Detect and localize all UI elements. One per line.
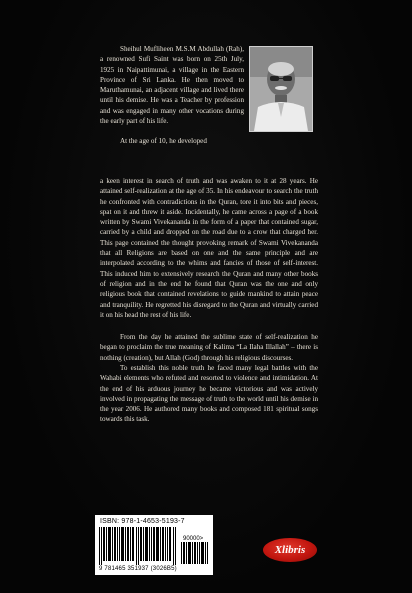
bio-paragraph-4: To establish this noble truth he faced many legal battles with the Wahabi elements who refuted and resorted to violence and intimidation. At the end of his arduous journey he became victorious and was actively involved in propagating the message of truth to the world until his demise in the year 2006. He authored many books and composed 181 spiritual songs towards this task. — [100, 364, 318, 424]
author-photo — [249, 46, 313, 132]
price-barcode-bars — [181, 542, 209, 564]
price-code: 90000> — [183, 536, 204, 542]
isbn-label: ISBN: 978-1-4653-5193-7 — [100, 518, 185, 525]
isbn-barcode — [95, 515, 213, 575]
barcode-bars — [99, 527, 179, 565]
bio-paragraph-2 — [100, 136, 318, 146]
bio-paragraph-3: From the day he attained the sublime state of self-realization he began to proclaim the true meaning of Kalima “La Ilaha Illallah” – there is nothing (creation), but Allah (God) through his religious discourses. — [100, 333, 318, 362]
bio-paragraph-2-start: At the age of 10, he developed — [120, 137, 207, 145]
xlibris-logo-text: Xlibris — [274, 544, 306, 556]
barcode-digits: 9 781465 351937 (3026B5) — [99, 566, 177, 572]
bio-paragraph-2-continued: a keen interest in search of truth and was awaken to it at 28 years. He attained self-realization at the age of 35. In his endeavour to search the truth he confronted with contradictions in the Quran, tore it into bits and pieces, spat on it and threw it aside. Incidentally, he came across a page of a book written by Swami Vivekananda in the form of a paper that contained sugar, carried by a child and dropped on the road due to a crow that charged her. This page contained the thought provoking remark of Swami Vivekananda that all Religions are based on one and the same principle and are interpolated according to the whims and fancies of those of self-interest. This induced him to extensively research the Quran and many other books of religion and in the end he found that Quran was the one and only religious book that contained revelations to guide mankind to attain peace and tranquility. He regretted his disregard to the Quran and virtually carried it on his head the rest of his life. — [100, 177, 318, 319]
bio-paragraph-1: Sheihul Mufliheen M.S.M Abdullah (Rah), a renowned Sufi Saint was born on 25th July, 1925 in Naipattimunai, a village in the Eastern Province of Sri Lanka. He then moved to Maruthamunai, an adjacent village and lived there until his demise. He was a Teacher by profession and was engaged in many other vocations during the early part of his life. — [100, 45, 244, 126]
xlibris-logo — [263, 538, 317, 562]
